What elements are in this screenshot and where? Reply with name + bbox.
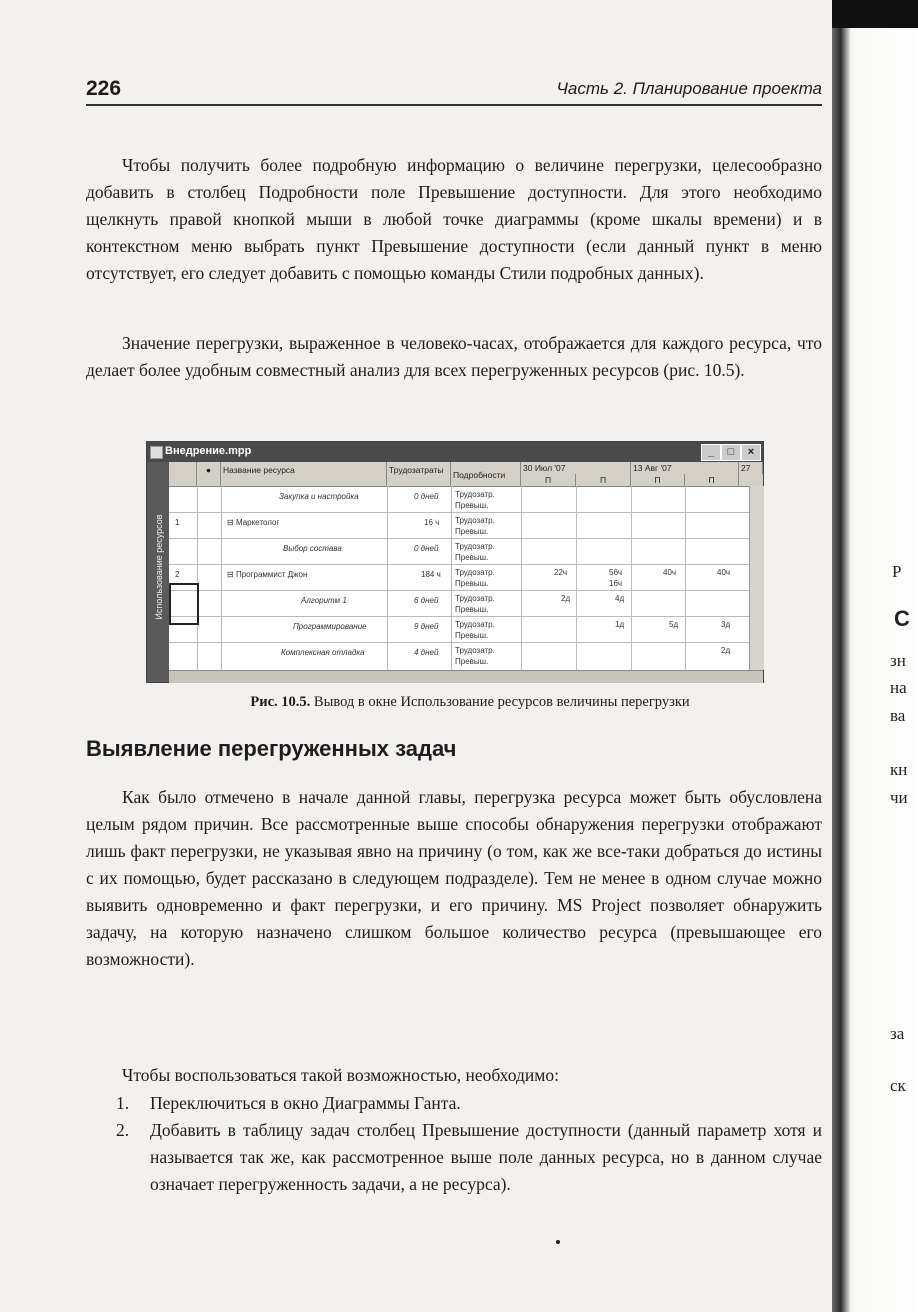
figure-caption: Рис. 10.5. Вывод в окне Использование ресурсов величины перегрузки	[250, 694, 690, 710]
edge-fragment: чи	[890, 788, 908, 807]
row-divider	[169, 564, 763, 565]
window-title: Внедрение.mpp	[165, 445, 252, 457]
table-row-work: 6 дней	[414, 596, 439, 605]
overallocation-value: 16ч	[609, 579, 623, 588]
details-label: Трудозатр.	[455, 594, 495, 603]
paragraph: Чтобы получить более подробную информацию о величине перегрузки, целесообразно добавить в столбец Подробности поле Превышение доступности. Для этого необходимо щелкнуть правой кнопкой мыши в любой точке диаграммы (кроме шкалы времени) и в контекстном меню выбрать пункт Превышение доступности (если данный пункт в меню отсутствует, его следует добавить с помощью команды Стили подробных данных).	[86, 155, 822, 283]
project-file-icon	[150, 446, 163, 459]
page-speck	[556, 1240, 560, 1244]
column-header[interactable]: Трудозатраты	[387, 462, 451, 486]
running-head: Часть 2. Планирование проекта	[556, 79, 822, 98]
work-value: 1д	[615, 620, 625, 629]
close-icon[interactable]: ×	[741, 444, 761, 461]
list-item: 1. Переключиться в окно Диаграммы Ганта.	[116, 1093, 461, 1113]
row-id: 1	[175, 518, 180, 527]
paragraph: Как было отмечено в начале данной главы, перегрузка ресурса может быть обусловлена целым рядом причин. Все рассмотренные выше способы обнаружения перегрузки отображают лишь факт перегрузки, не указывая явно на причину (о том, как же все-таки добраться до истины с их помощью, будет рассказано в следующем подразделе). Тем не менее в одном случае можно выявить одновременно и факт перегрузки, и его причину. MS Project позволяет обнаружить задачу, на которую назначено слишком большое количество ресурса (превышающее его возможности).	[86, 787, 822, 969]
table-row-name: Комплексная отладка	[281, 648, 365, 657]
work-value: 3д	[721, 620, 731, 629]
row-divider	[169, 538, 763, 539]
edge-fragment: ва	[890, 706, 906, 725]
row-divider	[169, 512, 763, 513]
row-divider	[169, 642, 763, 643]
details-label: Превыш.	[455, 605, 489, 614]
table-row-work: 184 ч	[421, 570, 441, 579]
timescale-bottom: П	[631, 474, 685, 486]
timescale-top: 27	[739, 462, 763, 474]
details-label: Трудозатр.	[455, 542, 495, 551]
resource-usage-grid	[169, 462, 763, 682]
edge-fragment: ск	[890, 1076, 906, 1095]
details-label: Превыш.	[455, 631, 489, 640]
view-bar: Использование ресурсов	[147, 462, 169, 682]
details-label: Трудозатр.	[455, 620, 495, 629]
page-header	[86, 73, 822, 103]
details-label: Превыш.	[455, 579, 489, 588]
details-label: Трудозатр.	[455, 516, 495, 525]
table-row-name: Выбор состава	[283, 544, 342, 553]
vertical-scrollbar[interactable]	[749, 486, 764, 670]
book-spine-dark-corner	[832, 0, 918, 28]
paragraph: Значение перегрузки, выраженное в человеко-часах, отображается для каждого ресурса, что делает более удобным совместный анализ для всех перегруженных ресурсов (рис. 10.5).	[86, 333, 822, 380]
table-row-name: ⊟ Маркетолог	[227, 518, 280, 527]
table-row-work: 16 ч	[424, 518, 440, 527]
resource-usage-window	[146, 441, 764, 683]
details-label: Превыш.	[455, 553, 489, 562]
section-heading: Выявление перегруженных задач	[86, 736, 457, 761]
details-label: Превыш.	[455, 527, 489, 536]
work-value: 4д	[615, 594, 625, 603]
edge-fragment: на	[890, 678, 907, 697]
table-row-work: 0 дней	[414, 492, 439, 501]
edge-fragment: за	[890, 1024, 905, 1043]
table-row-work: 4 дней	[414, 648, 439, 657]
work-value: 40ч	[663, 568, 677, 577]
edge-fragment: С	[894, 606, 910, 631]
details-label: Трудозатр.	[455, 646, 495, 655]
work-value: 2д	[721, 646, 731, 655]
timescale-top: 13 Авг '07	[631, 462, 739, 474]
table-row-work: 9 дней	[414, 622, 439, 631]
table-row-name: Программирование	[293, 622, 367, 631]
row-id: 2	[175, 570, 180, 579]
work-value: 56ч	[609, 568, 623, 577]
grid-header	[169, 462, 763, 487]
window-titlebar	[147, 442, 763, 462]
table-row-name: Алгоритм 1	[301, 596, 347, 605]
maximize-icon[interactable]: □	[721, 444, 741, 461]
edge-fragment: Р	[892, 562, 902, 581]
id-column-header	[169, 462, 197, 486]
details-label: Трудозатр.	[455, 568, 495, 577]
timescale-top: 30 Июл '07	[521, 462, 631, 474]
column-header[interactable]: Подробности	[451, 462, 521, 486]
column-header[interactable]: Название ресурса	[221, 462, 387, 486]
row-divider	[169, 616, 763, 617]
work-value: 5д	[669, 620, 679, 629]
info-column-icon: ●	[197, 462, 221, 486]
work-value: 22ч	[554, 568, 568, 577]
header-rule	[86, 104, 822, 106]
edge-fragment: зн	[890, 651, 906, 670]
table-row-name: Закупка и настройка	[279, 492, 359, 501]
timescale-bottom: П	[521, 474, 576, 486]
details-label: Превыш.	[455, 501, 489, 510]
paragraph: Чтобы воспользоваться такой возможностью, необходимо:	[122, 1065, 559, 1085]
details-label: Превыш.	[455, 657, 489, 666]
table-row-name: ⊟ Программист Джон	[227, 570, 308, 579]
minimize-icon[interactable]: _	[701, 444, 721, 461]
work-value: 2д	[561, 594, 571, 603]
list-item: 2. Добавить в таблицу задач столбец Превышение доступности (данный параметр хотя и называется так же, как рассмотренное выше поле данных ресурса, но в данном случае означает перегруженность задачи, а не ресурса).	[116, 1120, 822, 1194]
page-number: 226	[86, 77, 122, 100]
work-value: 40ч	[717, 568, 731, 577]
details-label: Трудозатр.	[455, 490, 495, 499]
table-row-work: 0 дней	[414, 544, 439, 553]
steps-list	[86, 1090, 822, 1198]
selected-cell-indicator[interactable]	[169, 583, 199, 625]
timescale-bottom: П	[576, 474, 631, 486]
edge-fragment: кн	[890, 760, 908, 779]
row-divider	[169, 590, 763, 591]
horizontal-scrollbar[interactable]	[169, 670, 763, 683]
timescale-bottom: П	[685, 474, 739, 486]
